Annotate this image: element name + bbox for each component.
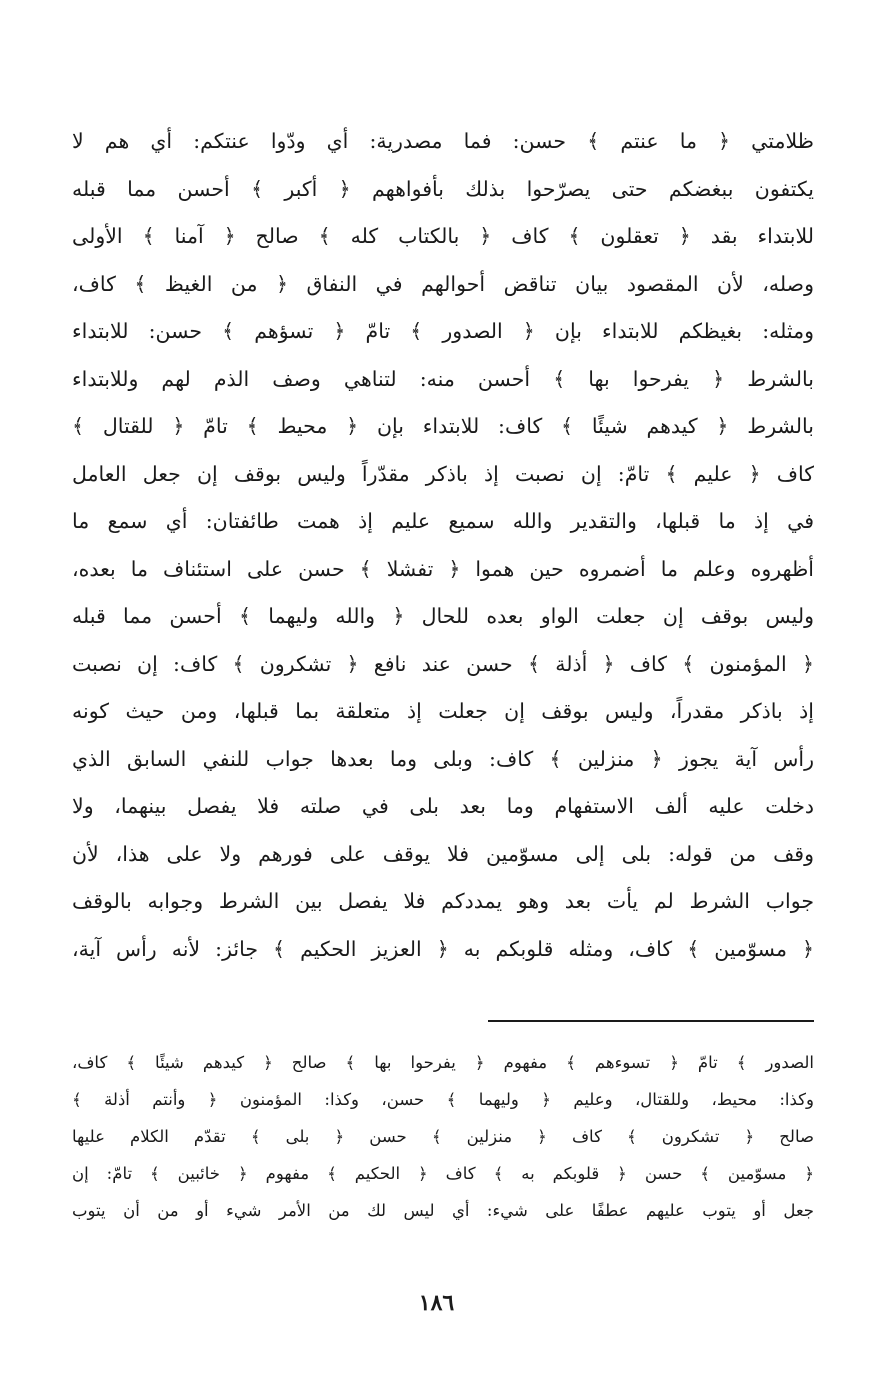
main-text-line: ظلامتي ﴿ ما عنتم ﴾ حسن: فما مصدرية: أي ودّوا عنتكم: أي هم لا: [72, 129, 814, 153]
main-text-line: رأس آية يجوز ﴿ منزلين ﴾ كاف: وبلى وما بعدها جواب للنفي السابق الذي: [72, 746, 814, 771]
footnote-separator: [488, 1020, 814, 1022]
main-text-block: [72, 118, 814, 973]
main-text-line: يكتفون ببغضكم حتى يصرّحوا بذلك بأفواههم ﴿ أكبر ﴾ أحسن مما قبله: [72, 176, 814, 201]
main-text-line: وصله، لأن المقصود بيان تناقض أحوالهم في النفاق ﴿ من الغيظ ﴾ كاف،: [72, 271, 814, 296]
main-text-line: وليس بوقف إن جعلت الواو بعده للحال ﴿ والله وليهما ﴾ أحسن مما قبله: [72, 604, 814, 628]
footnote-line: ﴿ مسوّمين ﴾ حسن ﴿ قلوبكم به ﴾ كاف ﴿ الحكيم ﴾ مفهوم ﴿ خائبين ﴾ تامّ: إن: [72, 1164, 814, 1183]
main-text-line: جواب الشرط لم يأت بعد وهو يمددكم فلا يفصل بين الشرط وجوابه بالوقف: [72, 889, 814, 913]
main-text-line: كاف ﴿ عليم ﴾ تامّ: إن نصبت إذ باذكر مقدّراً وليس بوقف إن جعل العامل: [72, 461, 814, 486]
footnotes-block: [72, 1044, 814, 1229]
main-text-line: ومثله: بغيظكم للابتداء بإن ﴿ الصدور ﴾ تامّ ﴿ تسؤهم ﴾ حسن: للابتداء: [72, 319, 814, 343]
footnote-line: صالح ﴿ تشكرون ﴾ كاف ﴿ منزلين ﴾ حسن ﴿ بلى ﴾ تقدّم الكلام عليها: [72, 1127, 814, 1146]
page-number: ١٨٦: [418, 1290, 455, 1316]
main-text-line: في إذ ما قبلها، والتقدير والله سميع عليم إذ همت طائفتان: أي سمع ما: [72, 509, 814, 533]
main-text-line: ﴿ مسوّمين ﴾ كاف، ومثله قلوبكم به ﴿ العزيز الحكيم ﴾ جائز: لأنه رأس آية،: [72, 936, 814, 961]
main-text-line: دخلت عليه ألف الاستفهام وما بعد بلى في صلته فلا يفصل بينهما، ولا: [72, 794, 814, 818]
footnote-line: الصدور ﴾ تامّ ﴿ تسوءهم ﴾ مفهوم ﴿ يفرحوا بها ﴾ صالح ﴿ كيدهم شيئًا ﴾ كاف،: [72, 1053, 814, 1072]
main-text-line: للابتداء بقد ﴿ تعقلون ﴾ كاف ﴿ بالكتاب كله ﴾ صالح ﴿ آمنا ﴾ الأولى: [72, 224, 814, 248]
main-text-line: أظهروه وعلم ما أضمروه حين هموا ﴿ تفشلا ﴾ حسن على استئناف ما بعده،: [72, 556, 814, 581]
main-text-line: إذ باذكر مقدراً، وليس بوقف إن جعلت إذ متعلقة بما قبلها، ومن حيث كونه: [72, 699, 814, 723]
main-text-line: بالشرط ﴿ كيدهم شيئًا ﴾ كاف: للابتداء بإن ﴿ محيط ﴾ تامّ ﴿ للقتال ﴾: [72, 414, 814, 438]
footnote-line: جعل أو يتوب عليهم عطفًا على شيء: أي ليس لك من الأمر شيء أو من أن يتوب: [72, 1201, 814, 1220]
footnote-line: وكذا: محيط، وللقتال، وعليم ﴿ وليهما ﴾ حسن، وكذا: المؤمنون ﴿ وأنتم أذلة ﴾: [72, 1090, 814, 1109]
main-text-line: بالشرط ﴿ يفرحوا بها ﴾ أحسن منه: لتناهي وصف الذم لهم وللابتداء: [72, 366, 814, 391]
main-text-line: ﴿ المؤمنون ﴾ كاف ﴿ أذلة ﴾ حسن عند نافع ﴿ تشكرون ﴾ كاف: إن نصبت: [72, 651, 814, 676]
main-text-line: وقف من قوله: بلى إلى مسوّمين فلا يوقف على فورهم ولا على هذا، لأن: [72, 841, 814, 866]
